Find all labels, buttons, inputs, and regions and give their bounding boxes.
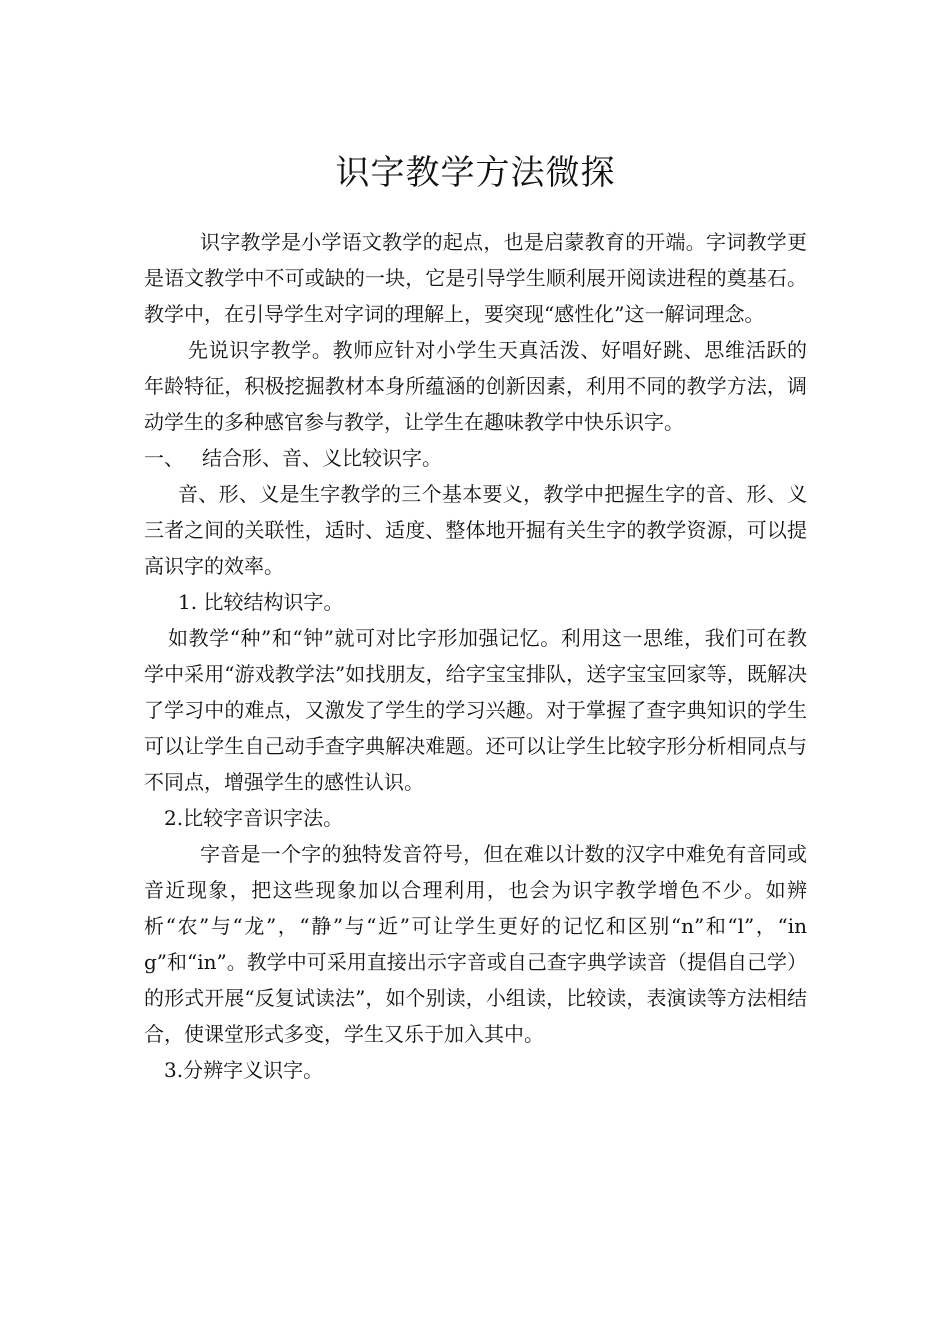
- paragraph-literacy-teaching: 先说识字教学。教师应针对小学生天真活泼、好唱好跳、思维活跃的年龄特征，积极挖掘教材本身所蕴涵的创新因素，利用不同的教学方法，调动学生的多种感官参与教学，让学生在趣味教学中快乐识字。: [144, 338, 807, 434]
- paragraph-pronunciation-comparison: 字音是一个字的独特发音符号，但在难以计数的汉字中难免有音同或音近现象，把这些现象加以合理利用，也会为识字教学增色不少。如辨析“农”与“龙”，“静”与“近”可让学生更好的记忆和区别“n”和“l”，“ing”和“in”。教学中可采用直接出示字音或自己查字典学读音（提倡自己学）的形式开展“反复试读法”，如个别读，小组读，比较读，表演读等方法相结合，使课堂形式多变，学生又乐于加入其中。: [144, 842, 807, 1046]
- paragraph-structure-comparison: 如教学“种”和“钟”就可对比字形加强记忆。利用这一思维，我们可在教学中采用“游戏教学法”如找朋友，给字宝宝排队，送字宝宝回家等，既解决了学习中的难点，又激发了学生的学习兴趣。对于掌握了查字典知识的学生可以让学生自己动手查字典解决难题。还可以让学生比较字形分析相同点与不同点，增强学生的感性认识。: [144, 626, 807, 794]
- section-heading-1: [144, 440, 807, 476]
- subsection-heading-structure: 1. 比较结构识字。: [178, 590, 344, 614]
- subsection-heading-pronunciation: 2.比较字音识字法。: [164, 806, 344, 830]
- document-body: [144, 224, 807, 1088]
- subsection-heading-meaning: 3.分辨字义识字。: [164, 1058, 324, 1082]
- section-title-1: 结合形、音、义比较识字。: [202, 446, 442, 470]
- paragraph-sound-form-meaning: 音、形、义是生字教学的三个基本要义，教学中把握生字的音、形、义三者之间的关联性，适时、适度、整体地开掘有关生字的教学资源，可以提高识字的效率。: [144, 482, 807, 578]
- document-title: 识字教学方法微探: [335, 152, 616, 193]
- section-number-1: 一、: [144, 446, 184, 470]
- paragraph-intro: 识字教学是小学语文教学的起点，也是启蒙教育的开端。字词教学更是语文教学中不可或缺的一块，它是引导学生顺利展开阅读进程的奠基石。教学中，在引导学生对字词的理解上，要突现“感性化”这一解词理念。: [144, 230, 807, 326]
